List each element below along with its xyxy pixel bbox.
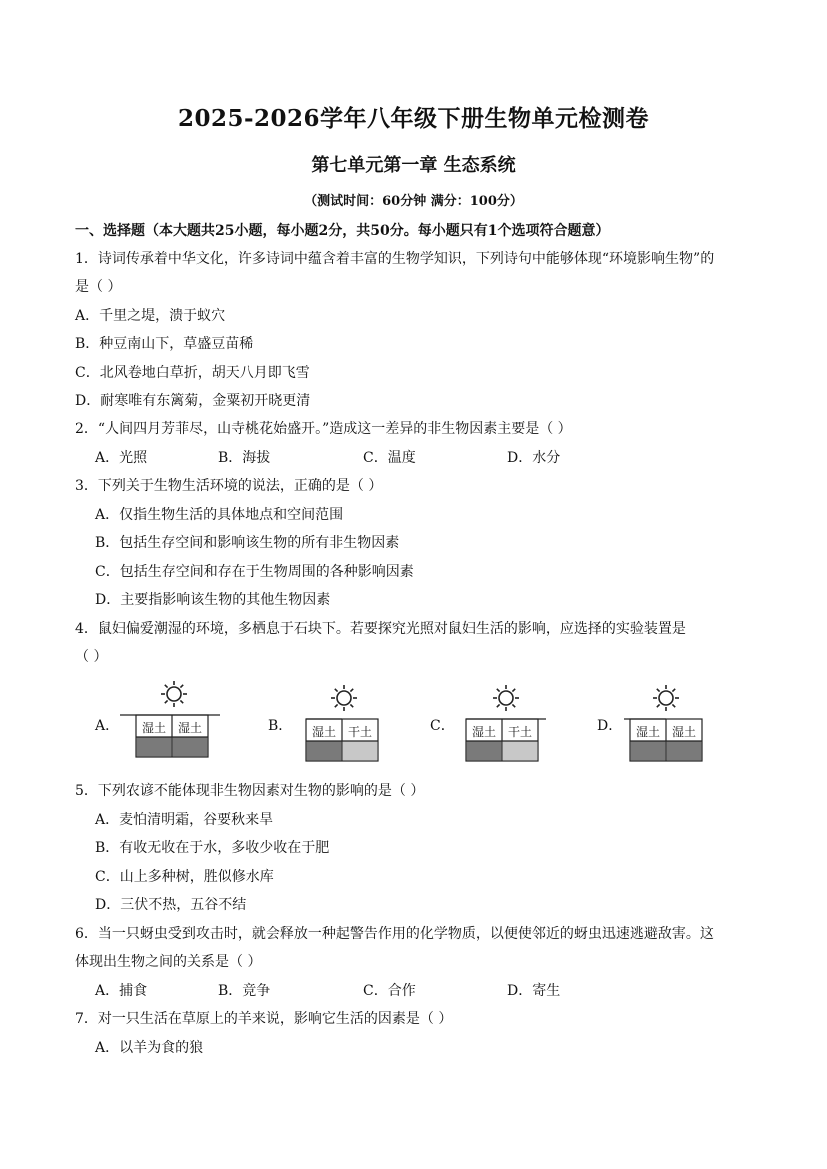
q3-stem: 3．下列关于生物生活环境的说法，正确的是（ ）	[75, 478, 383, 494]
q3-option-c: C．包括生存空间和存在于生物周围的各种影响因素	[95, 564, 414, 580]
q4-option-a-letter: A．	[95, 718, 120, 734]
q4-option-d-letter: D．	[597, 718, 623, 734]
q4-setup-d-diagram	[614, 682, 714, 772]
q1-option-d: D．耐寒唯有东篱菊，金粟初开晓更清	[75, 393, 311, 409]
q4-setup-c-diagram	[450, 682, 550, 772]
q2-option-b: B．海拔	[218, 450, 271, 466]
page-title: 2025-2026学年八年级下册生物单元检测卷	[177, 105, 650, 132]
q5-option-d: D．三伏不热，五谷不结	[95, 897, 247, 913]
section-heading: 一、选择题（本大题共25小题，每小题2分，共50分。每小题只有1个选项符合题意）	[75, 223, 610, 239]
q4-stem-line2: （ ）	[75, 649, 108, 665]
q4-option-c-letter: C．	[430, 718, 455, 734]
q6-option-a: A．捕食	[95, 983, 148, 999]
q5-option-c: C．山上多种树，胜似修水库	[95, 869, 274, 885]
q1-option-a: A．千里之堤，溃于蚁穴	[75, 308, 226, 324]
q5-option-a: A．麦怕清明霜，谷要秋来旱	[95, 812, 274, 828]
q4-a-right-label: 湿土	[177, 721, 203, 735]
q6-stem-line1: 6．当一只蚜虫受到攻击时，就会释放一种起警告作用的化学物质，以便使邻近的蚜虫迅速逃避敌害。这	[75, 926, 714, 942]
sun-icon	[161, 681, 187, 707]
q1-stem-line2: 是（ ）	[75, 279, 122, 295]
q7-stem: 7．对一只生活在草原上的羊来说，影响它生活的因素是（ ）	[75, 1011, 453, 1027]
q6-option-c: C．合作	[363, 983, 416, 999]
q4-stem-line1: 4．鼠妇偏爱潮湿的环境，多栖息于石块下。若要探究光照对鼠妇生活的影响，应选择的实验装置是	[75, 621, 686, 637]
q3-option-d: D．主要指影响该生物的其他生物因素	[95, 592, 331, 608]
q4-b-right-label: 干土	[347, 725, 373, 739]
q1-option-c: C．北风卷地白草折，胡天八月即飞雪	[75, 365, 310, 381]
sun-icon	[493, 685, 519, 711]
q4-c-right-label: 干土	[507, 725, 533, 739]
q4-c-left-label: 湿土	[471, 725, 497, 739]
q4-d-right-label: 湿土	[671, 725, 697, 739]
sun-icon	[331, 685, 357, 711]
q2-stem: 2．“人间四月芳菲尽，山寺桃花始盛开。”造成这一差异的非生物因素主要是（ ）	[75, 421, 572, 437]
q4-setup-a-diagram	[120, 678, 230, 768]
q6-option-b: B．竞争	[218, 983, 271, 999]
q7-option-a: A．以羊为食的狼	[95, 1040, 204, 1056]
q6-stem-line2: 体现出生物之间的关系是（ ）	[75, 954, 262, 970]
q4-option-b-letter: B．	[268, 718, 293, 734]
q2-option-d: D．水分	[507, 450, 561, 466]
q6-option-d: D．寄生	[507, 983, 561, 999]
q3-option-a: A．仅指生物生活的具体地点和空间范围	[95, 507, 344, 523]
exam-meta: （测试时间：60分钟 满分：100分）	[304, 194, 523, 209]
q4-d-left-label: 湿土	[635, 725, 661, 739]
q1-stem-line1: 1．诗词传承着中华文化，许多诗词中蕴含着丰富的生物学知识，下列诗句中能够体现“环境影响生物”的	[75, 251, 715, 267]
q3-option-b: B．包括生存空间和影响该生物的所有非生物因素	[95, 535, 400, 551]
q1-option-b: B．种豆南山下，草盛豆苗稀	[75, 336, 254, 352]
q5-stem: 5．下列农谚不能体现非生物因素对生物的影响的是（ ）	[75, 783, 425, 799]
page-subtitle: 第七单元第一章 生态系统	[311, 155, 516, 176]
q2-option-c: C．温度	[363, 450, 416, 466]
q4-b-left-label: 湿土	[311, 725, 337, 739]
sun-icon	[653, 685, 679, 711]
q4-a-left-label: 湿土	[141, 721, 167, 735]
q5-option-b: B．有收无收在于水，多收少收在于肥	[95, 840, 330, 856]
q2-option-a: A．光照	[95, 450, 148, 466]
q4-setup-b-diagram	[290, 682, 390, 772]
